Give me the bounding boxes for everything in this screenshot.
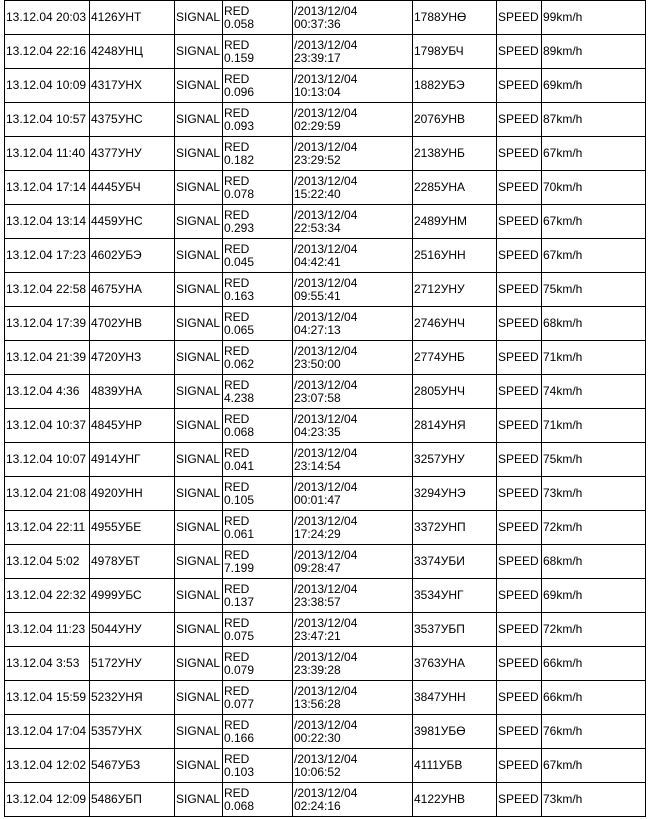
table-row — [5, 783, 646, 817]
date-cell: /2013/12/04 23:14:54 — [293, 443, 413, 477]
signal-cell: SIGNAL — [175, 477, 223, 511]
signal-cell: SIGNAL — [175, 511, 223, 545]
speed-value-cell: 76km/h — [542, 715, 646, 749]
timestamp-cell: 13.12.04 22:32 — [5, 579, 90, 613]
date-cell: /2013/12/04 23:38:57 — [293, 579, 413, 613]
table-row — [5, 35, 646, 69]
timestamp-cell: 13.12.04 10:57 — [5, 103, 90, 137]
plate-cell: 4445УБЧ — [90, 171, 175, 205]
plate-cell: 4839УНА — [90, 375, 175, 409]
date-cell: /2013/12/04 09:28:47 — [293, 545, 413, 579]
speed-value-cell: 66km/h — [542, 681, 646, 715]
table-row — [5, 307, 646, 341]
plate2-cell: 2774УНБ — [413, 341, 497, 375]
signal-cell: SIGNAL — [175, 613, 223, 647]
timestamp-cell: 13.12.04 22:58 — [5, 273, 90, 307]
date-cell: /2013/12/04 23:39:28 — [293, 647, 413, 681]
plate-cell: 5044УНУ — [90, 613, 175, 647]
plate2-cell: 2814УНЯ — [413, 409, 497, 443]
speed-label-cell: SPEED — [497, 307, 542, 341]
plate2-cell: 2805УНЧ — [413, 375, 497, 409]
table-row — [5, 341, 646, 375]
plate-cell: 4375УНС — [90, 103, 175, 137]
speed-value-cell: 72km/h — [542, 511, 646, 545]
date-cell: /2013/12/04 23:50:00 — [293, 341, 413, 375]
table-row — [5, 375, 646, 409]
timestamp-cell: 13.12.04 4:36 — [5, 375, 90, 409]
signal-cell: SIGNAL — [175, 103, 223, 137]
red-cell: RED 0.077 — [223, 681, 293, 715]
timestamp-cell: 13.12.04 22:11 — [5, 511, 90, 545]
signal-cell: SIGNAL — [175, 443, 223, 477]
violations-table — [4, 0, 646, 817]
red-cell: RED 0.163 — [223, 273, 293, 307]
plate-cell: 4602УБЭ — [90, 239, 175, 273]
signal-cell: SIGNAL — [175, 239, 223, 273]
plate-cell: 4248УНЦ — [90, 35, 175, 69]
speed-value-cell: 71km/h — [542, 409, 646, 443]
date-cell: /2013/12/04 04:42:41 — [293, 239, 413, 273]
speed-value-cell: 73km/h — [542, 477, 646, 511]
speed-label-cell: SPEED — [497, 511, 542, 545]
plate2-cell: 2076УНВ — [413, 103, 497, 137]
speed-label-cell: SPEED — [497, 375, 542, 409]
signal-cell: SIGNAL — [175, 307, 223, 341]
table-row — [5, 443, 646, 477]
signal-cell: SIGNAL — [175, 783, 223, 817]
speed-label-cell: SPEED — [497, 443, 542, 477]
plate2-cell: 3257УНУ — [413, 443, 497, 477]
speed-label-cell: SPEED — [497, 545, 542, 579]
speed-label-cell: SPEED — [497, 69, 542, 103]
speed-label-cell: SPEED — [497, 477, 542, 511]
timestamp-cell: 13.12.04 3:53 — [5, 647, 90, 681]
table-row — [5, 545, 646, 579]
signal-cell: SIGNAL — [175, 1, 223, 35]
red-cell: RED 0.062 — [223, 341, 293, 375]
speed-label-cell: SPEED — [497, 579, 542, 613]
plate-cell: 4955УБЕ — [90, 511, 175, 545]
speed-value-cell: 89km/h — [542, 35, 646, 69]
date-cell: /2013/12/04 04:23:35 — [293, 409, 413, 443]
speed-value-cell: 69km/h — [542, 579, 646, 613]
table-row — [5, 613, 646, 647]
red-cell: RED 0.065 — [223, 307, 293, 341]
plate2-cell: 3374УБИ — [413, 545, 497, 579]
red-cell: RED 4.238 — [223, 375, 293, 409]
date-cell: /2013/12/04 00:37:36 — [293, 1, 413, 35]
timestamp-cell: 13.12.04 11:40 — [5, 137, 90, 171]
red-cell: RED 0.182 — [223, 137, 293, 171]
plate2-cell: 2489УНМ — [413, 205, 497, 239]
table-body — [5, 1, 646, 817]
timestamp-cell: 13.12.04 17:23 — [5, 239, 90, 273]
date-cell: /2013/12/04 22:53:34 — [293, 205, 413, 239]
date-cell: /2013/12/04 02:29:59 — [293, 103, 413, 137]
speed-value-cell: 67km/h — [542, 205, 646, 239]
table-row — [5, 137, 646, 171]
red-cell: RED 0.068 — [223, 409, 293, 443]
speed-value-cell: 66km/h — [542, 647, 646, 681]
date-cell: /2013/12/04 00:01:47 — [293, 477, 413, 511]
red-cell: RED 0.103 — [223, 749, 293, 783]
plate2-cell: 1882УБЭ — [413, 69, 497, 103]
plate2-cell: 3981УБӨ — [413, 715, 497, 749]
plate2-cell: 3847УНН — [413, 681, 497, 715]
timestamp-cell: 13.12.04 11:23 — [5, 613, 90, 647]
speed-label-cell: SPEED — [497, 783, 542, 817]
speed-label-cell: SPEED — [497, 613, 542, 647]
speed-value-cell: 68km/h — [542, 307, 646, 341]
date-cell: /2013/12/04 23:47:21 — [293, 613, 413, 647]
timestamp-cell: 13.12.04 21:39 — [5, 341, 90, 375]
timestamp-cell: 13.12.04 17:39 — [5, 307, 90, 341]
timestamp-cell: 13.12.04 10:09 — [5, 69, 90, 103]
plate2-cell: 3763УНА — [413, 647, 497, 681]
date-cell: /2013/12/04 02:24:16 — [293, 783, 413, 817]
speed-label-cell: SPEED — [497, 273, 542, 307]
signal-cell: SIGNAL — [175, 171, 223, 205]
timestamp-cell: 13.12.04 12:09 — [5, 783, 90, 817]
signal-cell: SIGNAL — [175, 69, 223, 103]
plate2-cell: 4122УНВ — [413, 783, 497, 817]
timestamp-cell: 13.12.04 21:08 — [5, 477, 90, 511]
plate2-cell: 3537УБП — [413, 613, 497, 647]
table-row — [5, 273, 646, 307]
table-row — [5, 103, 646, 137]
table-row — [5, 749, 646, 783]
timestamp-cell: 13.12.04 15:59 — [5, 681, 90, 715]
plate2-cell: 2138УНБ — [413, 137, 497, 171]
speed-value-cell: 75km/h — [542, 273, 646, 307]
timestamp-cell: 13.12.04 17:14 — [5, 171, 90, 205]
plate2-cell: 3372УНП — [413, 511, 497, 545]
signal-cell: SIGNAL — [175, 545, 223, 579]
red-cell: RED 0.058 — [223, 1, 293, 35]
date-cell: /2013/12/04 10:06:52 — [293, 749, 413, 783]
plate-cell: 4914УНГ — [90, 443, 175, 477]
speed-value-cell: 67km/h — [542, 239, 646, 273]
signal-cell: SIGNAL — [175, 375, 223, 409]
speed-value-cell: 67km/h — [542, 137, 646, 171]
date-cell: /2013/12/04 09:55:41 — [293, 273, 413, 307]
plate-cell: 4845УНР — [90, 409, 175, 443]
table-row — [5, 681, 646, 715]
speed-value-cell: 71km/h — [542, 341, 646, 375]
red-cell: RED 0.093 — [223, 103, 293, 137]
red-cell: RED 0.078 — [223, 171, 293, 205]
table-row — [5, 239, 646, 273]
signal-cell: SIGNAL — [175, 205, 223, 239]
plate2-cell: 2285УНА — [413, 171, 497, 205]
red-cell: RED 0.166 — [223, 715, 293, 749]
date-cell: /2013/12/04 00:22:30 — [293, 715, 413, 749]
speed-label-cell: SPEED — [497, 103, 542, 137]
speed-value-cell: 73km/h — [542, 783, 646, 817]
speed-label-cell: SPEED — [497, 137, 542, 171]
timestamp-cell: 13.12.04 22:16 — [5, 35, 90, 69]
speed-value-cell: 74km/h — [542, 375, 646, 409]
speed-value-cell: 99km/h — [542, 1, 646, 35]
plate2-cell: 1788УНӨ — [413, 1, 497, 35]
signal-cell: SIGNAL — [175, 273, 223, 307]
signal-cell: SIGNAL — [175, 409, 223, 443]
speed-label-cell: SPEED — [497, 239, 542, 273]
plate-cell: 5232УНЯ — [90, 681, 175, 715]
timestamp-cell: 13.12.04 12:02 — [5, 749, 90, 783]
red-cell: RED 0.159 — [223, 35, 293, 69]
plate2-cell: 2712УНУ — [413, 273, 497, 307]
speed-value-cell: 75km/h — [542, 443, 646, 477]
signal-cell: SIGNAL — [175, 579, 223, 613]
date-cell: /2013/12/04 13:56:28 — [293, 681, 413, 715]
plate-cell: 4920УНН — [90, 477, 175, 511]
plate-cell: 4126УНТ — [90, 1, 175, 35]
signal-cell: SIGNAL — [175, 715, 223, 749]
plate-cell: 4999УБС — [90, 579, 175, 613]
date-cell: /2013/12/04 15:22:40 — [293, 171, 413, 205]
red-cell: RED 0.068 — [223, 783, 293, 817]
timestamp-cell: 13.12.04 10:37 — [5, 409, 90, 443]
speed-label-cell: SPEED — [497, 647, 542, 681]
date-cell: /2013/12/04 17:24:29 — [293, 511, 413, 545]
plate-cell: 5172УНУ — [90, 647, 175, 681]
speed-label-cell: SPEED — [497, 1, 542, 35]
date-cell: /2013/12/04 04:27:13 — [293, 307, 413, 341]
plate2-cell: 1798УБЧ — [413, 35, 497, 69]
speed-value-cell: 68km/h — [542, 545, 646, 579]
speed-label-cell: SPEED — [497, 715, 542, 749]
table-row — [5, 647, 646, 681]
speed-value-cell: 69km/h — [542, 69, 646, 103]
plate-cell: 4317УНХ — [90, 69, 175, 103]
speed-label-cell: SPEED — [497, 681, 542, 715]
plate-cell: 5357УНХ — [90, 715, 175, 749]
red-cell: RED 0.041 — [223, 443, 293, 477]
speed-value-cell: 67km/h — [542, 749, 646, 783]
red-cell: RED 0.045 — [223, 239, 293, 273]
red-cell: RED 0.075 — [223, 613, 293, 647]
table-row — [5, 1, 646, 35]
plate2-cell: 2746УНЧ — [413, 307, 497, 341]
signal-cell: SIGNAL — [175, 749, 223, 783]
speed-label-cell: SPEED — [497, 409, 542, 443]
plate-cell: 4978УБТ — [90, 545, 175, 579]
plate-cell: 4459УНС — [90, 205, 175, 239]
timestamp-cell: 13.12.04 20:03 — [5, 1, 90, 35]
table-row — [5, 171, 646, 205]
plate-cell: 4377УНУ — [90, 137, 175, 171]
signal-cell: SIGNAL — [175, 35, 223, 69]
table-row — [5, 579, 646, 613]
speed-label-cell: SPEED — [497, 749, 542, 783]
date-cell: /2013/12/04 23:07:58 — [293, 375, 413, 409]
signal-cell: SIGNAL — [175, 647, 223, 681]
speed-value-cell: 70km/h — [542, 171, 646, 205]
speed-value-cell: 72km/h — [542, 613, 646, 647]
red-cell: RED 0.096 — [223, 69, 293, 103]
plate-cell: 4720УНЗ — [90, 341, 175, 375]
speed-label-cell: SPEED — [497, 205, 542, 239]
speed-label-cell: SPEED — [497, 341, 542, 375]
red-cell: RED 7.199 — [223, 545, 293, 579]
timestamp-cell: 13.12.04 13:14 — [5, 205, 90, 239]
timestamp-cell: 13.12.04 10:07 — [5, 443, 90, 477]
timestamp-cell: 13.12.04 5:02 — [5, 545, 90, 579]
plate2-cell: 3294УНЭ — [413, 477, 497, 511]
red-cell: RED 0.079 — [223, 647, 293, 681]
plate-cell: 5467УБЗ — [90, 749, 175, 783]
table-row — [5, 477, 646, 511]
date-cell: /2013/12/04 10:13:04 — [293, 69, 413, 103]
plate2-cell: 4111УБВ — [413, 749, 497, 783]
plate-cell: 4675УНА — [90, 273, 175, 307]
red-cell: RED 0.293 — [223, 205, 293, 239]
speed-value-cell: 87km/h — [542, 103, 646, 137]
date-cell: /2013/12/04 23:39:17 — [293, 35, 413, 69]
signal-cell: SIGNAL — [175, 341, 223, 375]
red-cell: RED 0.137 — [223, 579, 293, 613]
table-row — [5, 69, 646, 103]
plate2-cell: 3534УНГ — [413, 579, 497, 613]
table-row — [5, 205, 646, 239]
timestamp-cell: 13.12.04 17:04 — [5, 715, 90, 749]
speed-label-cell: SPEED — [497, 171, 542, 205]
red-cell: RED 0.061 — [223, 511, 293, 545]
table-row — [5, 511, 646, 545]
table-row — [5, 715, 646, 749]
plate-cell: 5486УБП — [90, 783, 175, 817]
date-cell: /2013/12/04 23:29:52 — [293, 137, 413, 171]
speed-label-cell: SPEED — [497, 35, 542, 69]
plate2-cell: 2516УНН — [413, 239, 497, 273]
red-cell: RED 0.105 — [223, 477, 293, 511]
signal-cell: SIGNAL — [175, 137, 223, 171]
table-row — [5, 409, 646, 443]
signal-cell: SIGNAL — [175, 681, 223, 715]
plate-cell: 4702УНВ — [90, 307, 175, 341]
